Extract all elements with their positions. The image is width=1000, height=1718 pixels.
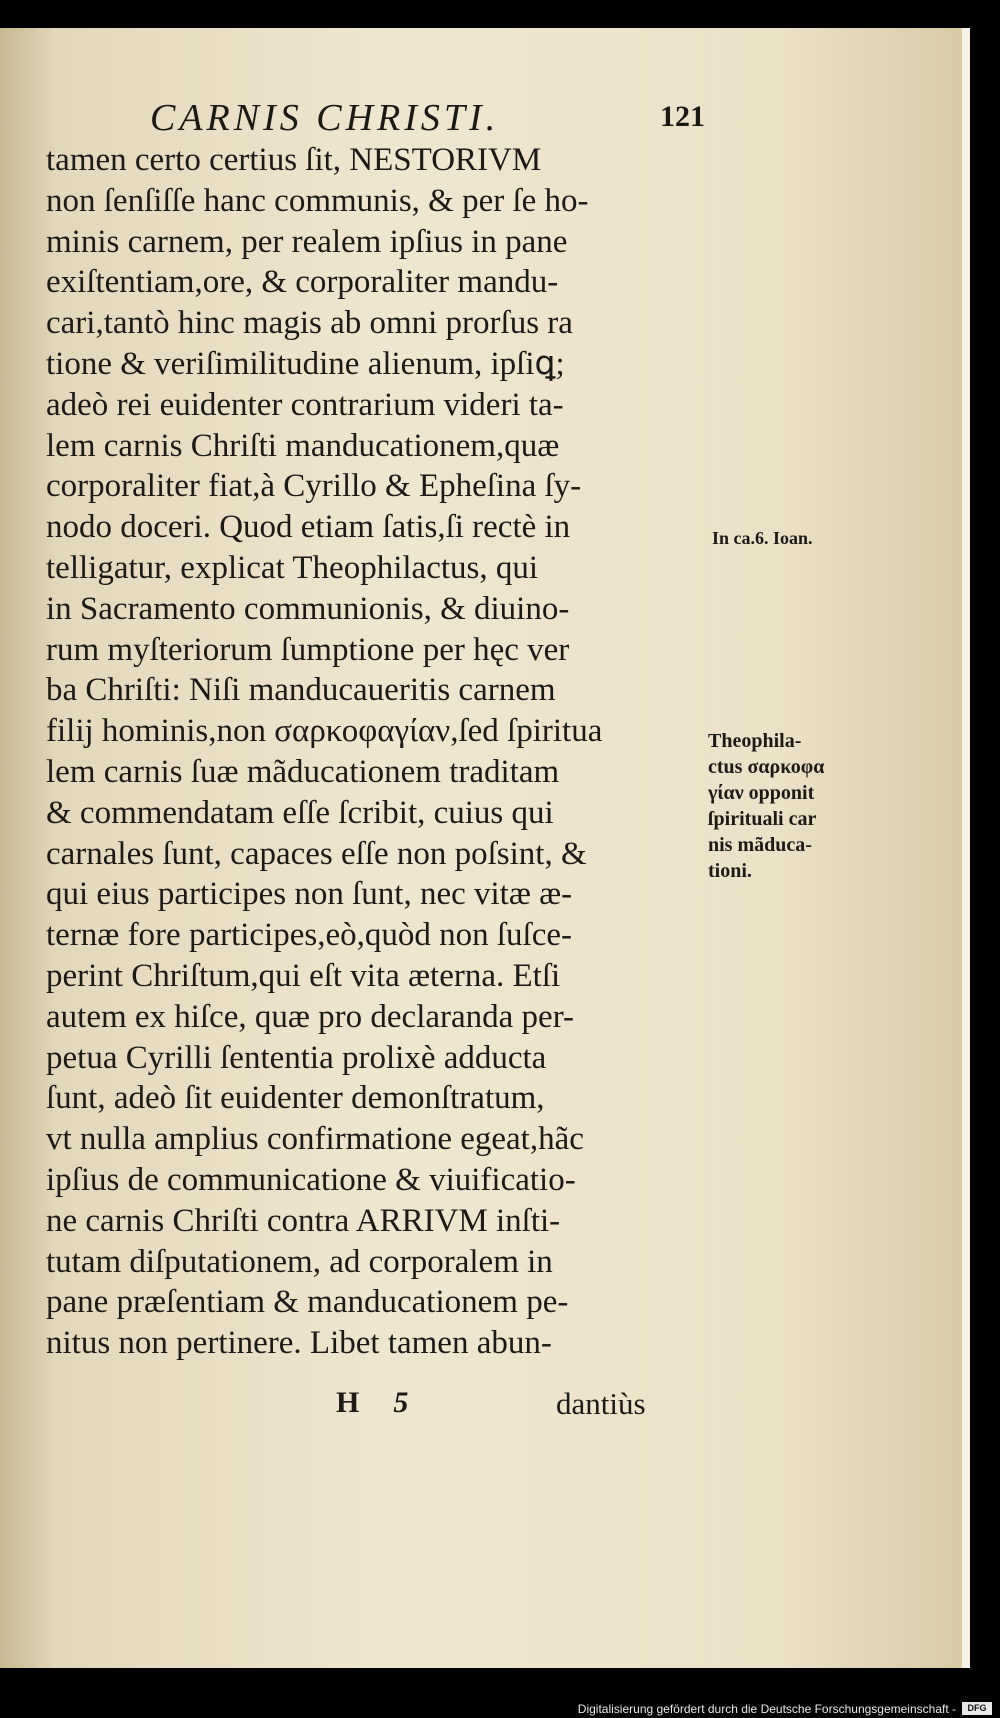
signature-mark [336, 1386, 408, 1420]
text-line: tione & veriſimilitudine alienum, ipſiꝗ; [46, 345, 565, 382]
body-text [46, 140, 706, 1364]
text-line: & commendatam eſſe ſcribit, cuius qui [46, 794, 554, 831]
signature-number: 5 [393, 1386, 409, 1419]
catchword: dantiùs [556, 1386, 646, 1421]
text-line: tamen certo certius ſit, NESTORIVM [46, 142, 542, 178]
margin-reference: In ca.6. Ioan. [712, 528, 813, 548]
running-title: CARNIS CHRISTI. [150, 97, 500, 139]
text-line: adeò rei euidenter contrarium videri ta- [46, 386, 564, 423]
text-line: non ſenſiſſe hanc communis, & per ſe ho- [46, 182, 589, 219]
text-line: perint Chriſtum,qui eſt vita æterna. Etſi [46, 957, 561, 994]
gloss-line: ſpirituali car [708, 808, 817, 830]
text-line: ternæ fore participes,eò,quòd non ſuſce- [46, 917, 572, 954]
gloss-line: γίαν opponit [708, 782, 815, 804]
text-line: petua Cyrilli ſententia prolixè adducta [46, 1039, 547, 1076]
text-line: ipſius de communicatione & viuificatio- [46, 1161, 576, 1198]
gloss-line: nis mãduca- [708, 834, 812, 856]
text-line: ne carnis Chriſti contra ARRIVM inſti- [46, 1202, 561, 1239]
dfg-logo-icon: DFG [962, 1702, 992, 1715]
gloss-line: ctus σαρκοφα [708, 756, 825, 778]
text-line: minis carnem, per realem ipſius in pane [46, 223, 568, 260]
text-line: lem carnis ſuæ mãducationem traditam [46, 753, 560, 790]
text-line: telligatur, explicat Theophilactus, qui [46, 549, 539, 586]
text-line: nodo doceri. Quod etiam ſatis,ſi rectè in [46, 509, 571, 546]
gloss-line: Theophila- [708, 730, 802, 752]
text-line: tutam diſputationem, ad corporalem in [46, 1243, 553, 1280]
text-line: cari,tantò hinc magis ab omni prorſus ra [46, 305, 573, 342]
page-header [150, 96, 710, 144]
page-edge [962, 28, 970, 1668]
digitization-credit: Digitalisierung gefördert durch die Deutsche Forschungsgemeinschaft - [577, 1702, 956, 1716]
text-line: exiſtentiam,ore, & corporaliter mandu- [46, 264, 559, 301]
text-line: vt nulla amplius confirmatione egeat,hãc [46, 1121, 584, 1158]
text-line: autem ex hiſce, quæ pro declaranda per- [46, 998, 575, 1035]
page-number: 121 [660, 100, 705, 133]
text-line: pane præſentiam & manducationem pe- [46, 1284, 569, 1321]
text-line: qui eius participes non ſunt, nec vitæ æ- [46, 876, 573, 913]
text-line: in Sacramento communionis, & diuino- [46, 590, 570, 627]
text-line: ſunt, adeò ſit euidenter demonſtratum, [46, 1080, 545, 1117]
text-line: nitus non pertinere. Libet tamen abun- [46, 1325, 552, 1362]
text-line: ba Chriſti: Niſi manducaueritis carnem [46, 672, 556, 709]
gloss-line: tioni. [708, 860, 752, 882]
margin-gloss [708, 728, 918, 884]
text-line: rum myſteriorum ſumptione per hęc ver [46, 631, 570, 668]
text-line: corporaliter fiat,à Cyrillo & Epheſina ſy- [46, 468, 582, 505]
signature-letter: H [336, 1386, 360, 1419]
text-line: carnales ſunt, capaces eſſe non poſsint, & [46, 835, 587, 872]
text-line: filij hominis,non σαρκοφαγίαν,ſed ſpiritua [46, 713, 603, 750]
text-line: lem carnis Chriſti manducationem,quæ [46, 427, 560, 464]
